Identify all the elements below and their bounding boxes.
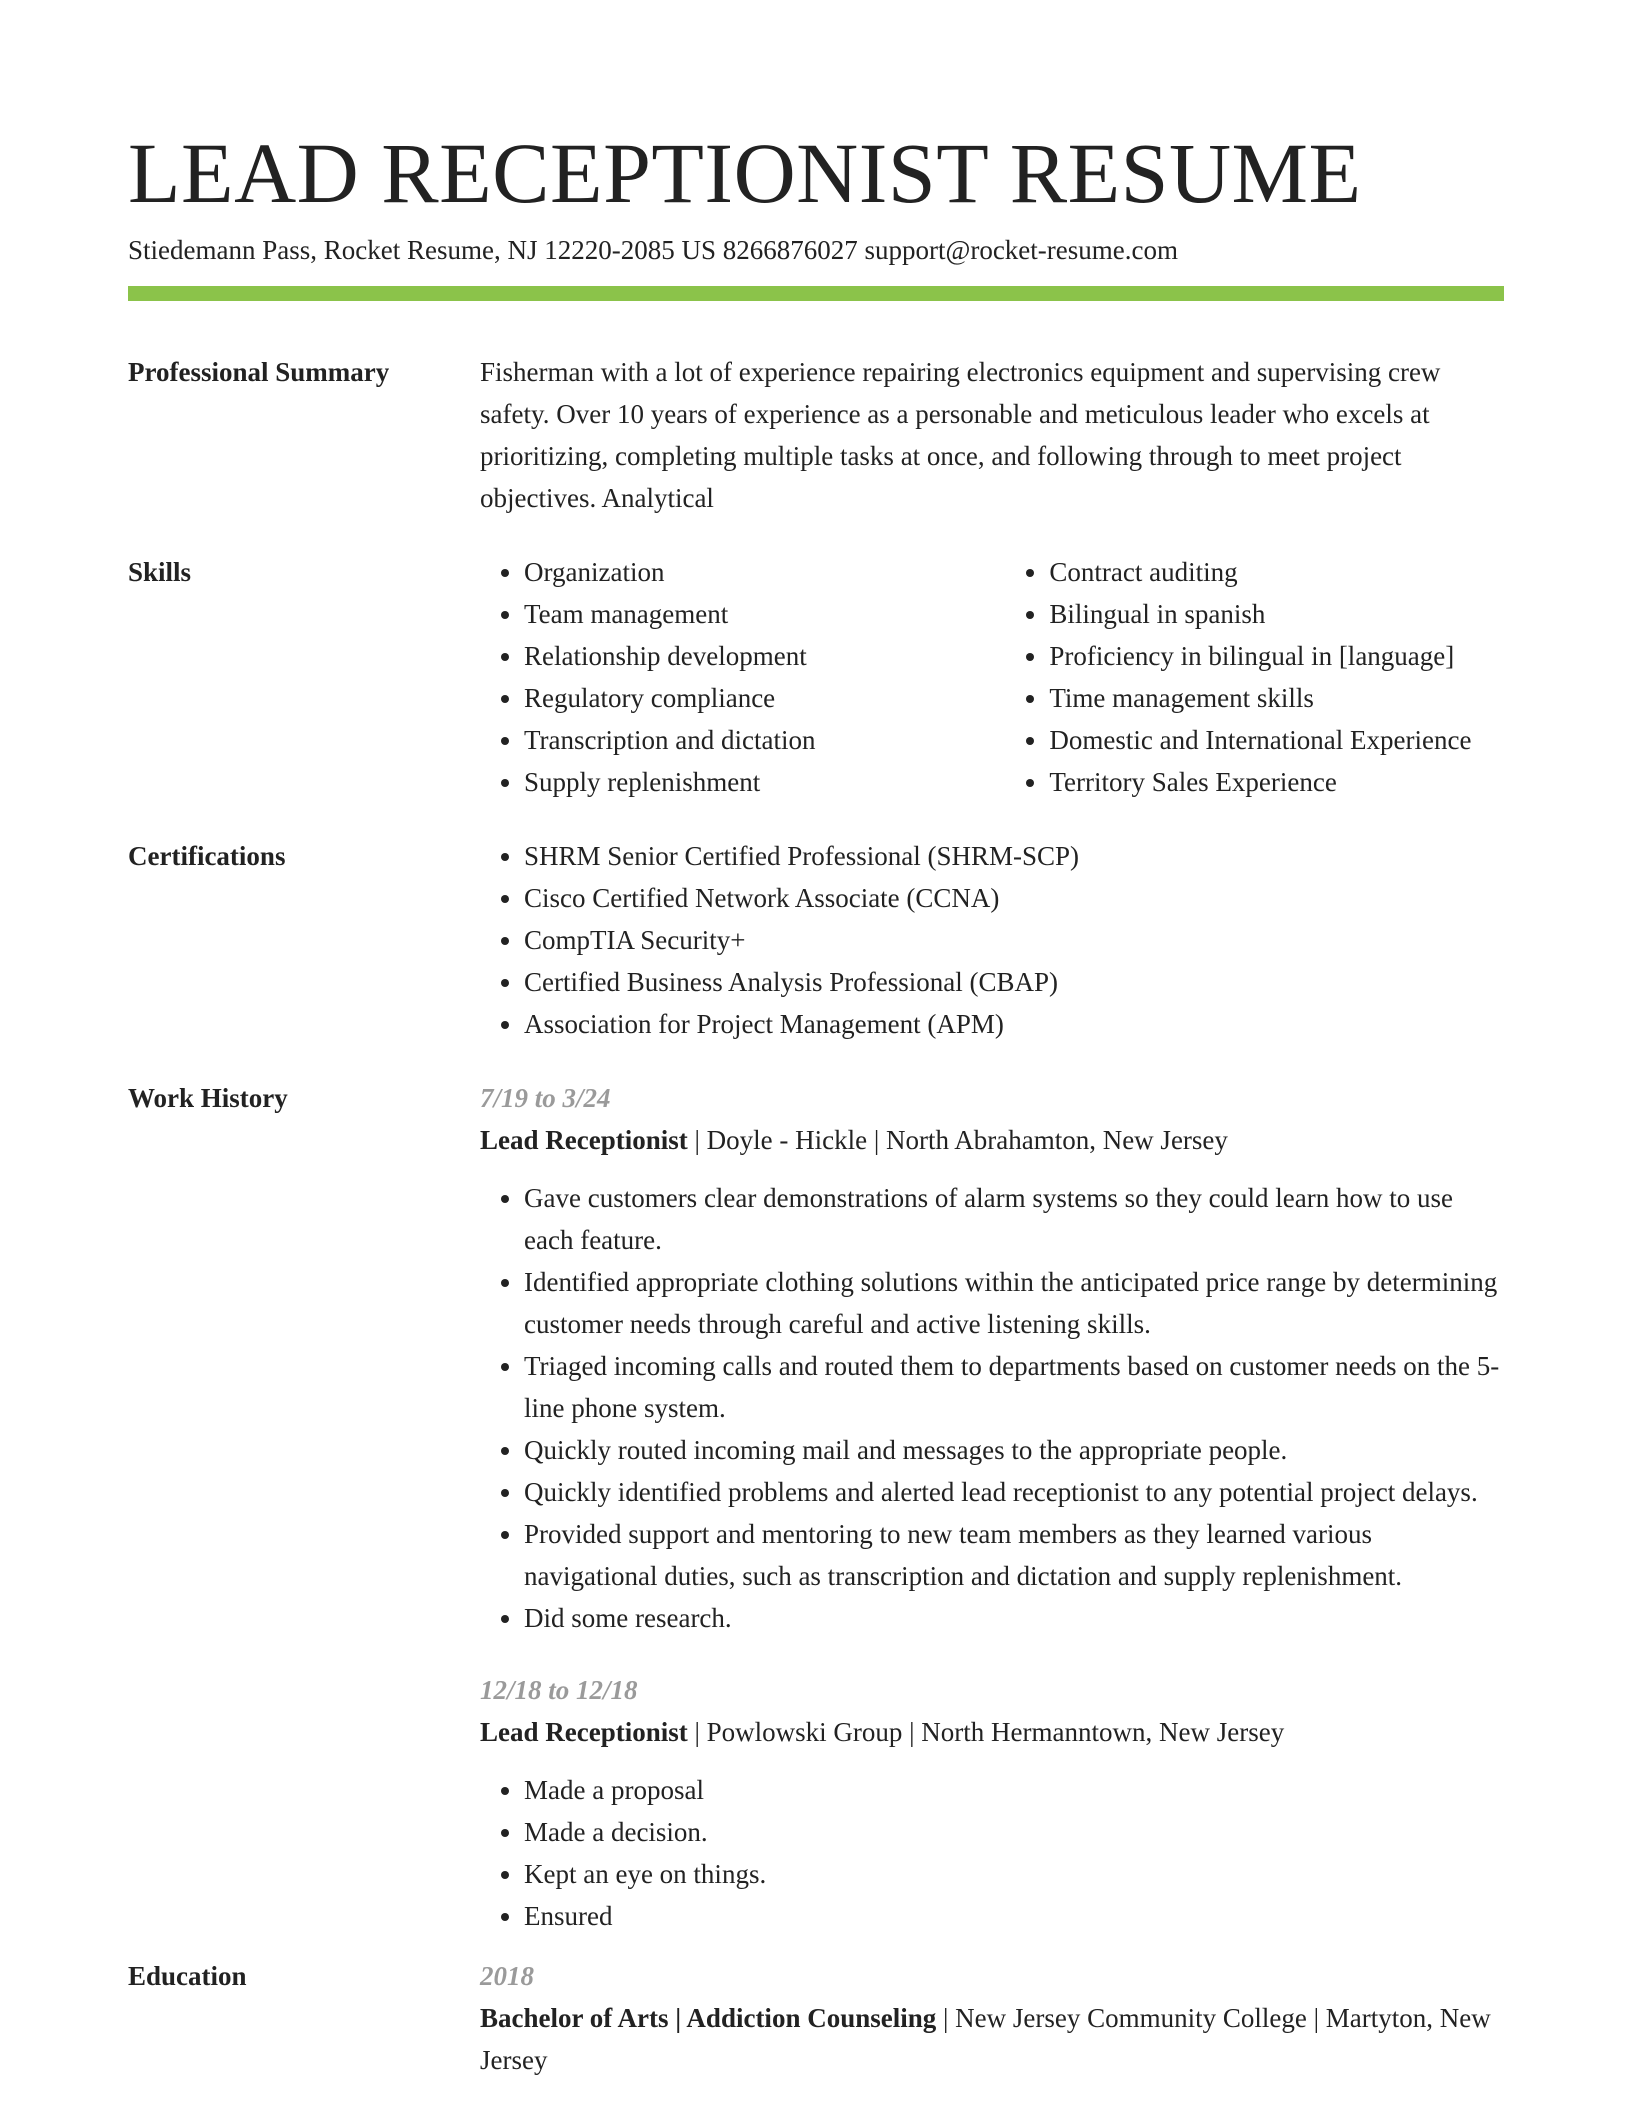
job-entry [480, 1669, 1504, 1937]
education-details: | New Jersey Community College | Martyton, New Jersey [480, 2003, 1491, 2075]
education-degree: Bachelor of Arts | Addiction Counseling [480, 2003, 937, 2033]
certifications-section [128, 835, 1504, 1045]
job-bullet: • Did some research. [524, 1597, 1504, 1639]
skill-item: • Time management skills [1049, 677, 1504, 719]
job-bullet: • Gave customers clear demonstrations of alarm systems so they could learn how to use each feature. [524, 1177, 1504, 1261]
skill-item: • Bilingual in spanish [1049, 593, 1504, 635]
work-history-section [128, 1077, 1504, 1937]
skill-item: • Domestic and International Experience [1049, 719, 1504, 761]
skills-list-left [480, 551, 1005, 803]
job-bullet: • Quickly identified problems and alerted lead receptionist to any potential project delays. [524, 1471, 1504, 1513]
job-bullet: • Provided support and mentoring to new team members as they learned various navigational duties, such as transcription and dictation and supply replenishment. [524, 1513, 1504, 1597]
skills-section [128, 551, 1504, 803]
job-bullet: • Kept an eye on things. [524, 1853, 1504, 1895]
job-title: Lead Receptionist [480, 1125, 688, 1155]
address: Stiedemann Pass, Rocket Resume, NJ 12220-2085 US [128, 235, 716, 265]
work-history-label: Work History [128, 1083, 288, 1113]
certification-item: • CompTIA Security+ [524, 919, 1504, 961]
summary-label: Professional Summary [128, 357, 390, 387]
education-line [480, 1997, 1504, 2081]
job-details: | Powlowski Group | North Hermanntown, New Jersey [687, 1717, 1285, 1747]
certification-item: • Association for Project Management (APM) [524, 1003, 1504, 1045]
job-entry [480, 1077, 1504, 1639]
job-dates: 12/18 to 12/18 [480, 1675, 638, 1705]
job-dates: 7/19 to 3/24 [480, 1083, 611, 1113]
job-bullets [480, 1177, 1504, 1639]
certification-item: • Certified Business Analysis Professional (CBAP) [524, 961, 1504, 1003]
resume-sections [128, 351, 1504, 2081]
skills-label: Skills [128, 557, 192, 587]
header-divider [128, 286, 1504, 301]
skill-item: • Proficiency in bilingual in [language] [1049, 635, 1504, 677]
skill-item: • Supply replenishment [524, 761, 1005, 803]
job-role-line [480, 1711, 1504, 1753]
certifications-label: Certifications [128, 841, 286, 871]
job-bullet: • Identified appropriate clothing solutions within the anticipated price range by determining customer needs through careful and active listening skills. [524, 1261, 1504, 1345]
skill-item: • Relationship development [524, 635, 1005, 677]
email: support@rocket-resume.com [864, 235, 1178, 265]
skill-item: • Team management [524, 593, 1005, 635]
resume-title: LEAD RECEPTIONIST RESUME [128, 125, 1362, 221]
skill-item: • Regulatory compliance [524, 677, 1005, 719]
job-bullet: • Made a decision. [524, 1811, 1504, 1853]
contact-line [128, 232, 1178, 268]
summary-text: Fisherman with a lot of experience repairing electronics equipment and supervising crew safety. Over 10 years of experience as a personable and meticulous leader who excels at prioritizing, completing multiple tasks at once, and following through to meet project objectives. Analytical [480, 357, 1441, 513]
job-bullets [480, 1769, 1504, 1937]
job-bullet: • Quickly routed incoming mail and messages to the appropriate people. [524, 1429, 1504, 1471]
skill-item: • Contract auditing [1049, 551, 1504, 593]
job-bullet: • Triaged incoming calls and routed them to departments based on customer needs on the 5-line phone system. [524, 1345, 1504, 1429]
skill-item: • Territory Sales Experience [1049, 761, 1504, 803]
skill-item: • Transcription and dictation [524, 719, 1005, 761]
skill-item: • Organization [524, 551, 1005, 593]
education-year: 2018 [480, 1961, 534, 1991]
job-title: Lead Receptionist [480, 1717, 688, 1747]
certification-item: • SHRM Senior Certified Professional (SHRM-SCP) [524, 835, 1504, 877]
phone: 8266876027 [722, 235, 858, 265]
skills-list-right [1005, 551, 1504, 803]
job-role-line [480, 1119, 1504, 1161]
certifications-list [480, 835, 1504, 1045]
job-details: | Doyle - Hickle | North Abrahamton, New Jersey [687, 1125, 1228, 1155]
education-label: Education [128, 1961, 247, 1991]
education-section [128, 1955, 1504, 2081]
job-bullet: • Ensured [524, 1895, 1504, 1937]
summary-section [128, 351, 1504, 519]
certification-item: • Cisco Certified Network Associate (CCNA) [524, 877, 1504, 919]
job-bullet: • Made a proposal [524, 1769, 1504, 1811]
